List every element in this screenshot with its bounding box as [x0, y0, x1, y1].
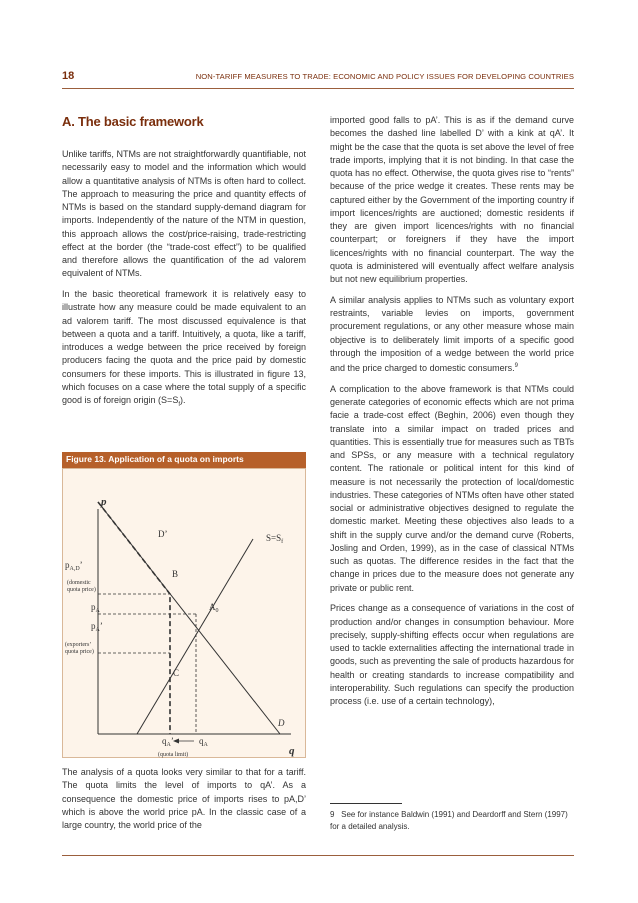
point-c-label: C — [173, 668, 180, 678]
paragraph: A complication to the above framework is that NTMs could generate categories of economic effects which are not prima facie a trade-cost effect (Beghin, 2006) even though they translate into a similar impact on traded prices and quantities. This is essentially true for measures such as TBTs and SPSs, or any measure with a technical regulatory content. The rationale or political intent for this kind of measure is not necessarily the protection of local/domestic industries. These categories of NTMs often have other stated social or administrative objectives designed to regulate the domestic market. Meeting these objectives also leads to a shift in the supply curve and/or the demand curve (Roberts, Josling and Orden, 1999), as in the case of classical NTMs such as quotas. The difference resides in the fact that the change in prices due to the measure does not generate any private or public rent. — [330, 383, 574, 593]
d-label: D — [278, 718, 285, 728]
domestic-quota-note: (domestic — [67, 580, 91, 586]
section-title: A. The basic framework — [62, 114, 204, 129]
qa-label: $q_A$ — [199, 736, 208, 748]
paragraph: Prices change as a consequence of variations in the cost of production and/or changes in consumption behaviour. More precisely, supply-shifting effects occur when regulations are used to tackle externalities affecting the international trade in goods, such as preventing the sale of products hazardous for health or creating standards to increase compatibility and interoperability. Such regulations can specify the production process (i.e. use of a certain technology), — [330, 603, 574, 706]
footnote-text: See for instance Baldwin (1991) and Deardorff and Stern (1997) for a detailed analysis. — [330, 810, 568, 831]
running-title: NON-TARIFF MEASURES TO TRADE: ECONOMIC AND POLICY ISSUES FOR DEVELOPING COUNTRIES — [195, 72, 574, 81]
pa-label: $p_A$ — [91, 602, 100, 614]
paragraph: The analysis of a quota looks very similar to that for a tariff. The quota limits the level of imports to qA’. As a consequence the domestic price of imports rises to pA,D’ which is above the world price pA. In the classic case of a large country, the world price of the — [62, 767, 306, 830]
right-column — [330, 114, 574, 716]
figure-caption: Figure 13. Application of a quota on imports — [66, 454, 244, 464]
footnote — [330, 809, 574, 832]
p-axis-label: p — [101, 496, 107, 508]
domestic-quota-note-2: quota price) — [67, 587, 96, 593]
footer-rule — [62, 855, 574, 856]
footnote-rule — [330, 803, 402, 804]
pa-prime-label: $p_A$’ — [91, 621, 103, 633]
header-rule — [62, 88, 574, 89]
footnote-ref: 9 — [514, 363, 518, 369]
paragraph: In the basic theoretical framework it is relatively easy to illustrate how any measure could be made equivalent to an ad valorem tariff. The most discussed equivalence is that between a quota and a tariff. Intuitively, a quota, like a tariff, introduces a wedge between the price received by foreign producers facing the quota and the price paid by domestic consumers for these imports. This is illustrated in figure 13, which focuses on a case where the total supply of a specific good is of foreign origin $(S=S_f)$. — [62, 289, 306, 408]
footnote-number: 9 — [330, 810, 335, 819]
figure-13-diagram — [62, 468, 306, 758]
left-column-bottom — [62, 766, 306, 840]
quota-limit-note: (quota limit) — [158, 752, 189, 758]
qa-prime-label: $q_A$’ — [162, 736, 174, 748]
d-prime-label: D’ — [158, 529, 168, 539]
figure-caption-bar — [62, 452, 306, 468]
paragraph: Unlike tariffs, NTMs are not straightforwardly quantifiable, not necessarily easy to model and the information which would allow a quantitative analysis of NTMs is often hard to collect. The approach to measuring the price and quantity effects of NTMs is based on the standard supply-demand diagram for imports. Independently of the nature of the NTM in question, this approach allows the cost/price-raising, trade-restricting effect at the border (the “trade-cost effect”) to be qualified and therefore allows the quantification of the ad valorem equivalent of NTMs. — [62, 149, 306, 279]
point-a-label: $A_0$ — [209, 602, 219, 614]
point-b-label: B — [172, 569, 179, 579]
paragraph: imported good falls to pA’. This is as if the demand curve becomes the dashed line labelled D’ with a kink at qA’. It might be the case that the quota is set above the level of free trade imports, implying that it is not binding. In that case the quota has no effect. Otherwise, the quota gives rise to “rents” because of the price wedge it creates. These rents may be captured either by the Government of the importing country if import licences/rights are auctioned; domestic residents if they are given import licences/rights with no financial counterpart; or foreigners if they have the import licences/rights with no financial counterpart. The way the quota is administered will eventually affect welfare analysis but not new equilibrium properties. — [330, 115, 574, 284]
page-number: 18 — [62, 70, 75, 82]
arrow-head — [173, 739, 179, 744]
exporters-quota-note-2: quota price) — [65, 649, 94, 655]
ssf-label: $S=S_f$ — [266, 533, 284, 545]
supply-curve — [137, 539, 253, 734]
paragraph: A similar analysis applies to NTMs such as voluntary export restraints, variable levies on imports, government procurement regulations, or any other measure whose main objective is to deliberately limit imports of a specific good through the imposition of a wedge between the world price and the price charged to domestic consumers.$^9$ — [330, 294, 574, 373]
page-header — [62, 70, 574, 86]
exporters-quota-note: (exporters’ — [65, 642, 92, 648]
q-axis-label: q — [289, 745, 295, 757]
left-column-top — [62, 148, 306, 420]
pad-label: $p_{A,D}$’ — [65, 560, 83, 572]
